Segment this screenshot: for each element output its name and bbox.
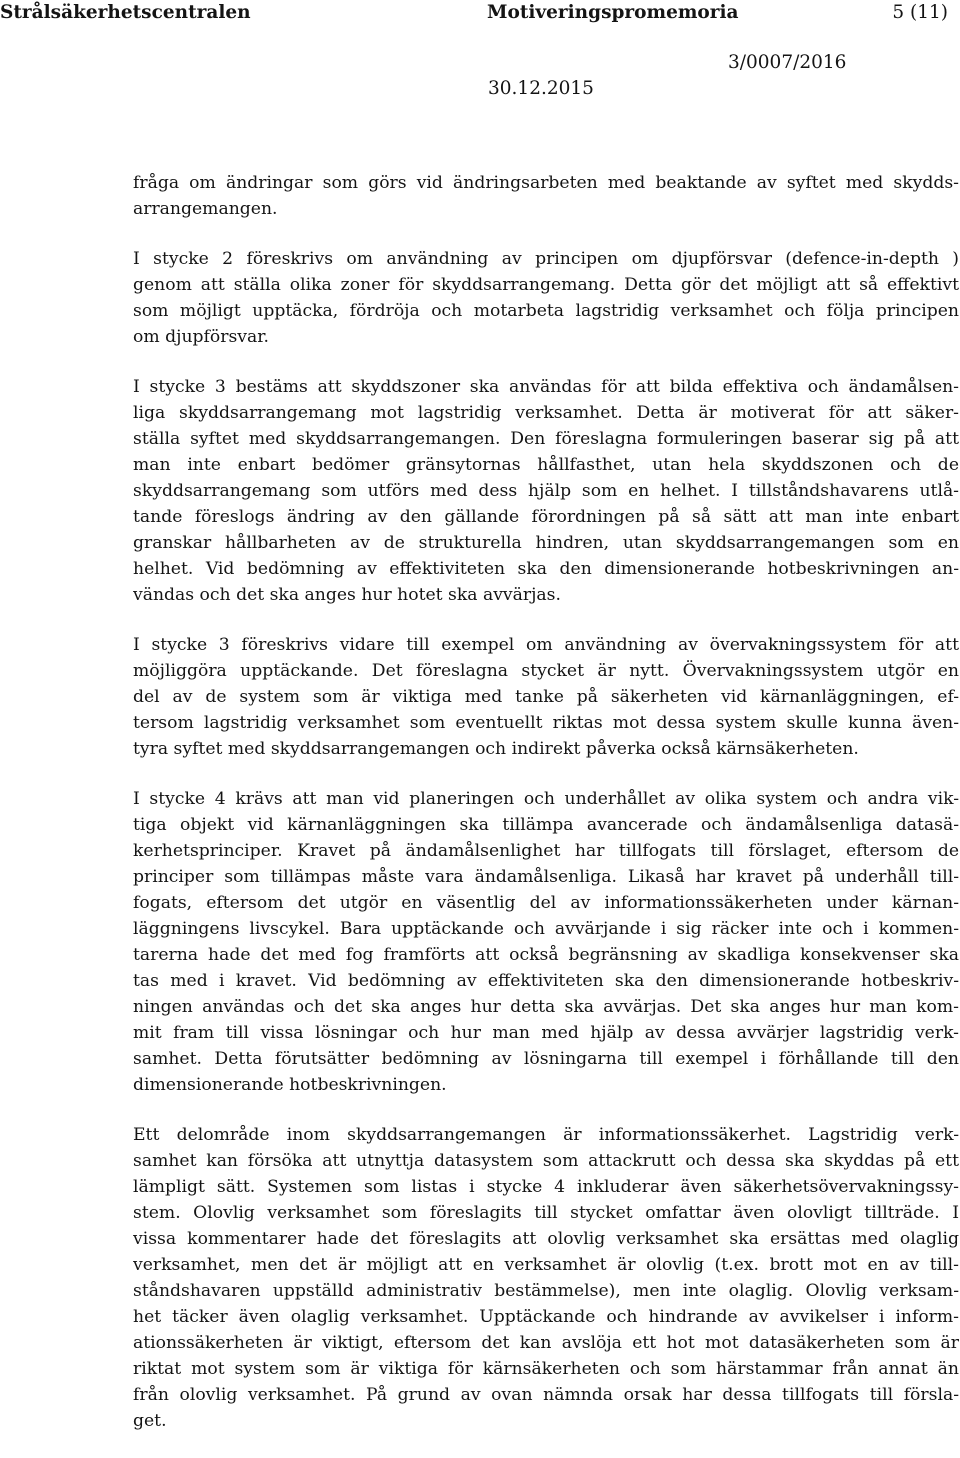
text-line: vändas och det ska anges hur hotet ska avvärjas. (133, 585, 561, 605)
text-line: stem. Olovlig verksamhet som föreslagits till stycket omfattar även olovligt tillträde. I (133, 1203, 959, 1223)
document-date: 30.12.2015 (488, 78, 594, 99)
page-number: 5 (11) (892, 2, 948, 23)
text-line: ställa syftet med skyddsarrangemangen. Den föreslagna formuleringen baserar sig på att (133, 429, 959, 449)
text-line: genom att ställa olika zoner för skyddsarrangemang. Detta gör det möjligt att så effektivt (133, 275, 959, 295)
text-line: tiga objekt vid kärnanläggningen ska tillämpa avancerade och ändamålsenliga datasä- (133, 815, 959, 835)
paragraph (133, 246, 959, 350)
text-line: I stycke 2 föreskrivs om användning av principen om djupförsvar (defence-in-depth ) (133, 249, 959, 269)
text-line: om djupförsvar. (133, 327, 270, 347)
text-line: lämpligt sätt. Systemen som listas i stycke 4 inkluderar även säkerhetsövervakningssy- (133, 1177, 959, 1197)
text-line: skyddsarrangemang som utförs med dess hjälp som en helhet. I tillståndshavarens utlå- (133, 481, 959, 501)
text-line: del av de system som är viktiga med tanke på säkerheten vid kärnanläggningen, ef- (133, 687, 959, 707)
document-body (133, 170, 959, 1458)
text-line: ationssäkerheten är viktigt, eftersom det kan avslöja ett hot mot datasäkerheten som är (133, 1333, 959, 1353)
paragraph (133, 1122, 959, 1434)
text-line: från olovlig verksamhet. På grund av ovan nämnda orsak har dessa tillfogats till försla- (133, 1385, 959, 1405)
paragraph (133, 632, 959, 762)
text-line: riktat mot system som är viktiga för kärnsäkerheten och som härstammar från annat än (133, 1359, 959, 1379)
text-line: Ett delområde inom skyddsarrangemangen är informationssäkerhet. Lagstridig verk- (133, 1125, 959, 1145)
reference-number: 3/0007/2016 (728, 52, 847, 73)
text-line: I stycke 3 föreskrivs vidare till exempel om användning av övervakningssystem för att (133, 635, 959, 655)
text-line: ningen användas och det ska anges hur detta ska avvärjas. Det ska anges hur man kom- (133, 997, 959, 1017)
text-line: get. (133, 1411, 167, 1431)
paragraph (133, 374, 959, 608)
text-line: dimensionerande hotbeskrivningen. (133, 1075, 447, 1095)
text-line: fråga om ändringar som görs vid ändringsarbeten med beaktande av syftet med skydds- (133, 173, 959, 193)
text-line: vissa kommentarer hade det föreslagits att olovlig verksamhet ska ersättas med olaglig (133, 1229, 959, 1249)
text-line: samhet kan försöka att utnyttja datasystem som attackrutt och dessa ska skyddas på ett (133, 1151, 959, 1171)
document-type: Motiveringspromemoria (487, 2, 739, 23)
page-header (0, 0, 960, 110)
text-line: tande föreslogs ändring av den gällande förordningen på så sätt att man inte enbart (133, 507, 959, 527)
text-line: verksamhet, men det är möjligt att en verksamhet är olovlig (t.ex. brott mot en av till- (133, 1255, 959, 1275)
organization-name: Strålsäkerhetscentralen (0, 2, 251, 23)
text-line: tas med i kravet. Vid bedömning av effektiviteten ska den dimensionerande hotbeskriv- (133, 971, 959, 991)
text-line: I stycke 3 bestäms att skyddszoner ska användas för att bilda effektiva och ändamålsen- (133, 377, 959, 397)
text-line: het täcker även olaglig verksamhet. Upptäckande och hindrande av avvikelser i inform- (133, 1307, 959, 1327)
text-line: möjliggöra upptäckande. Det föreslagna stycket är nytt. Övervakningssystem utgör en (133, 661, 959, 681)
text-line: mit fram till vissa lösningar och hur man med hjälp av dessa avvärjer lagstridig verk- (133, 1023, 959, 1043)
text-line: läggningens livscykel. Bara upptäckande och avvärjande i sig räcker inte och i kommen- (133, 919, 959, 939)
text-line: helhet. Vid bedömning av effektiviteten ska den dimensionerande hotbeskrivningen an- (133, 559, 959, 579)
text-line: I stycke 4 krävs att man vid planeringen och underhållet av olika system och andra vik- (133, 789, 959, 809)
text-line: principer som tillämpas måste vara ändamålsenliga. Likaså har kravet på underhåll till- (133, 867, 959, 887)
text-line: arrangemangen. (133, 199, 278, 219)
text-line: samhet. Detta förutsätter bedömning av lösningarna till exempel i förhållande till den (133, 1049, 959, 1069)
paragraph (133, 170, 959, 222)
text-line: fogats, eftersom det utgör en väsentlig del av informationssäkerheten under kärnan- (133, 893, 959, 913)
text-line: man inte enbart bedömer gränsytornas hållfasthet, utan hela skyddszonen och de (133, 455, 959, 475)
text-line: tarerna hade det med fog framförts att också begränsning av skadliga konsekvenser ska (133, 945, 959, 965)
text-line: kerhetsprinciper. Kravet på ändamålsenlighet har tillfogats till förslaget, eftersom de (133, 841, 959, 861)
text-line: liga skyddsarrangemang mot lagstridig verksamhet. Detta är motiverat för att säker- (133, 403, 959, 423)
text-line: granskar hållbarheten av de strukturella hindren, utan skyddsarrangemangen som en (133, 533, 959, 553)
paragraph (133, 786, 959, 1098)
text-line: ståndshavaren uppställd administrativ bestämmelse), men inte olaglig. Olovlig verksam- (133, 1281, 959, 1301)
text-line: som möjligt upptäcka, fördröja och motarbeta lagstridig verksamhet och följa principen (133, 301, 959, 321)
text-line: tersom lagstridig verksamhet som eventuellt riktas mot dessa system skulle kunna även- (133, 713, 959, 733)
text-line: tyra syftet med skyddsarrangemangen och indirekt påverka också kärnsäkerheten. (133, 739, 859, 759)
